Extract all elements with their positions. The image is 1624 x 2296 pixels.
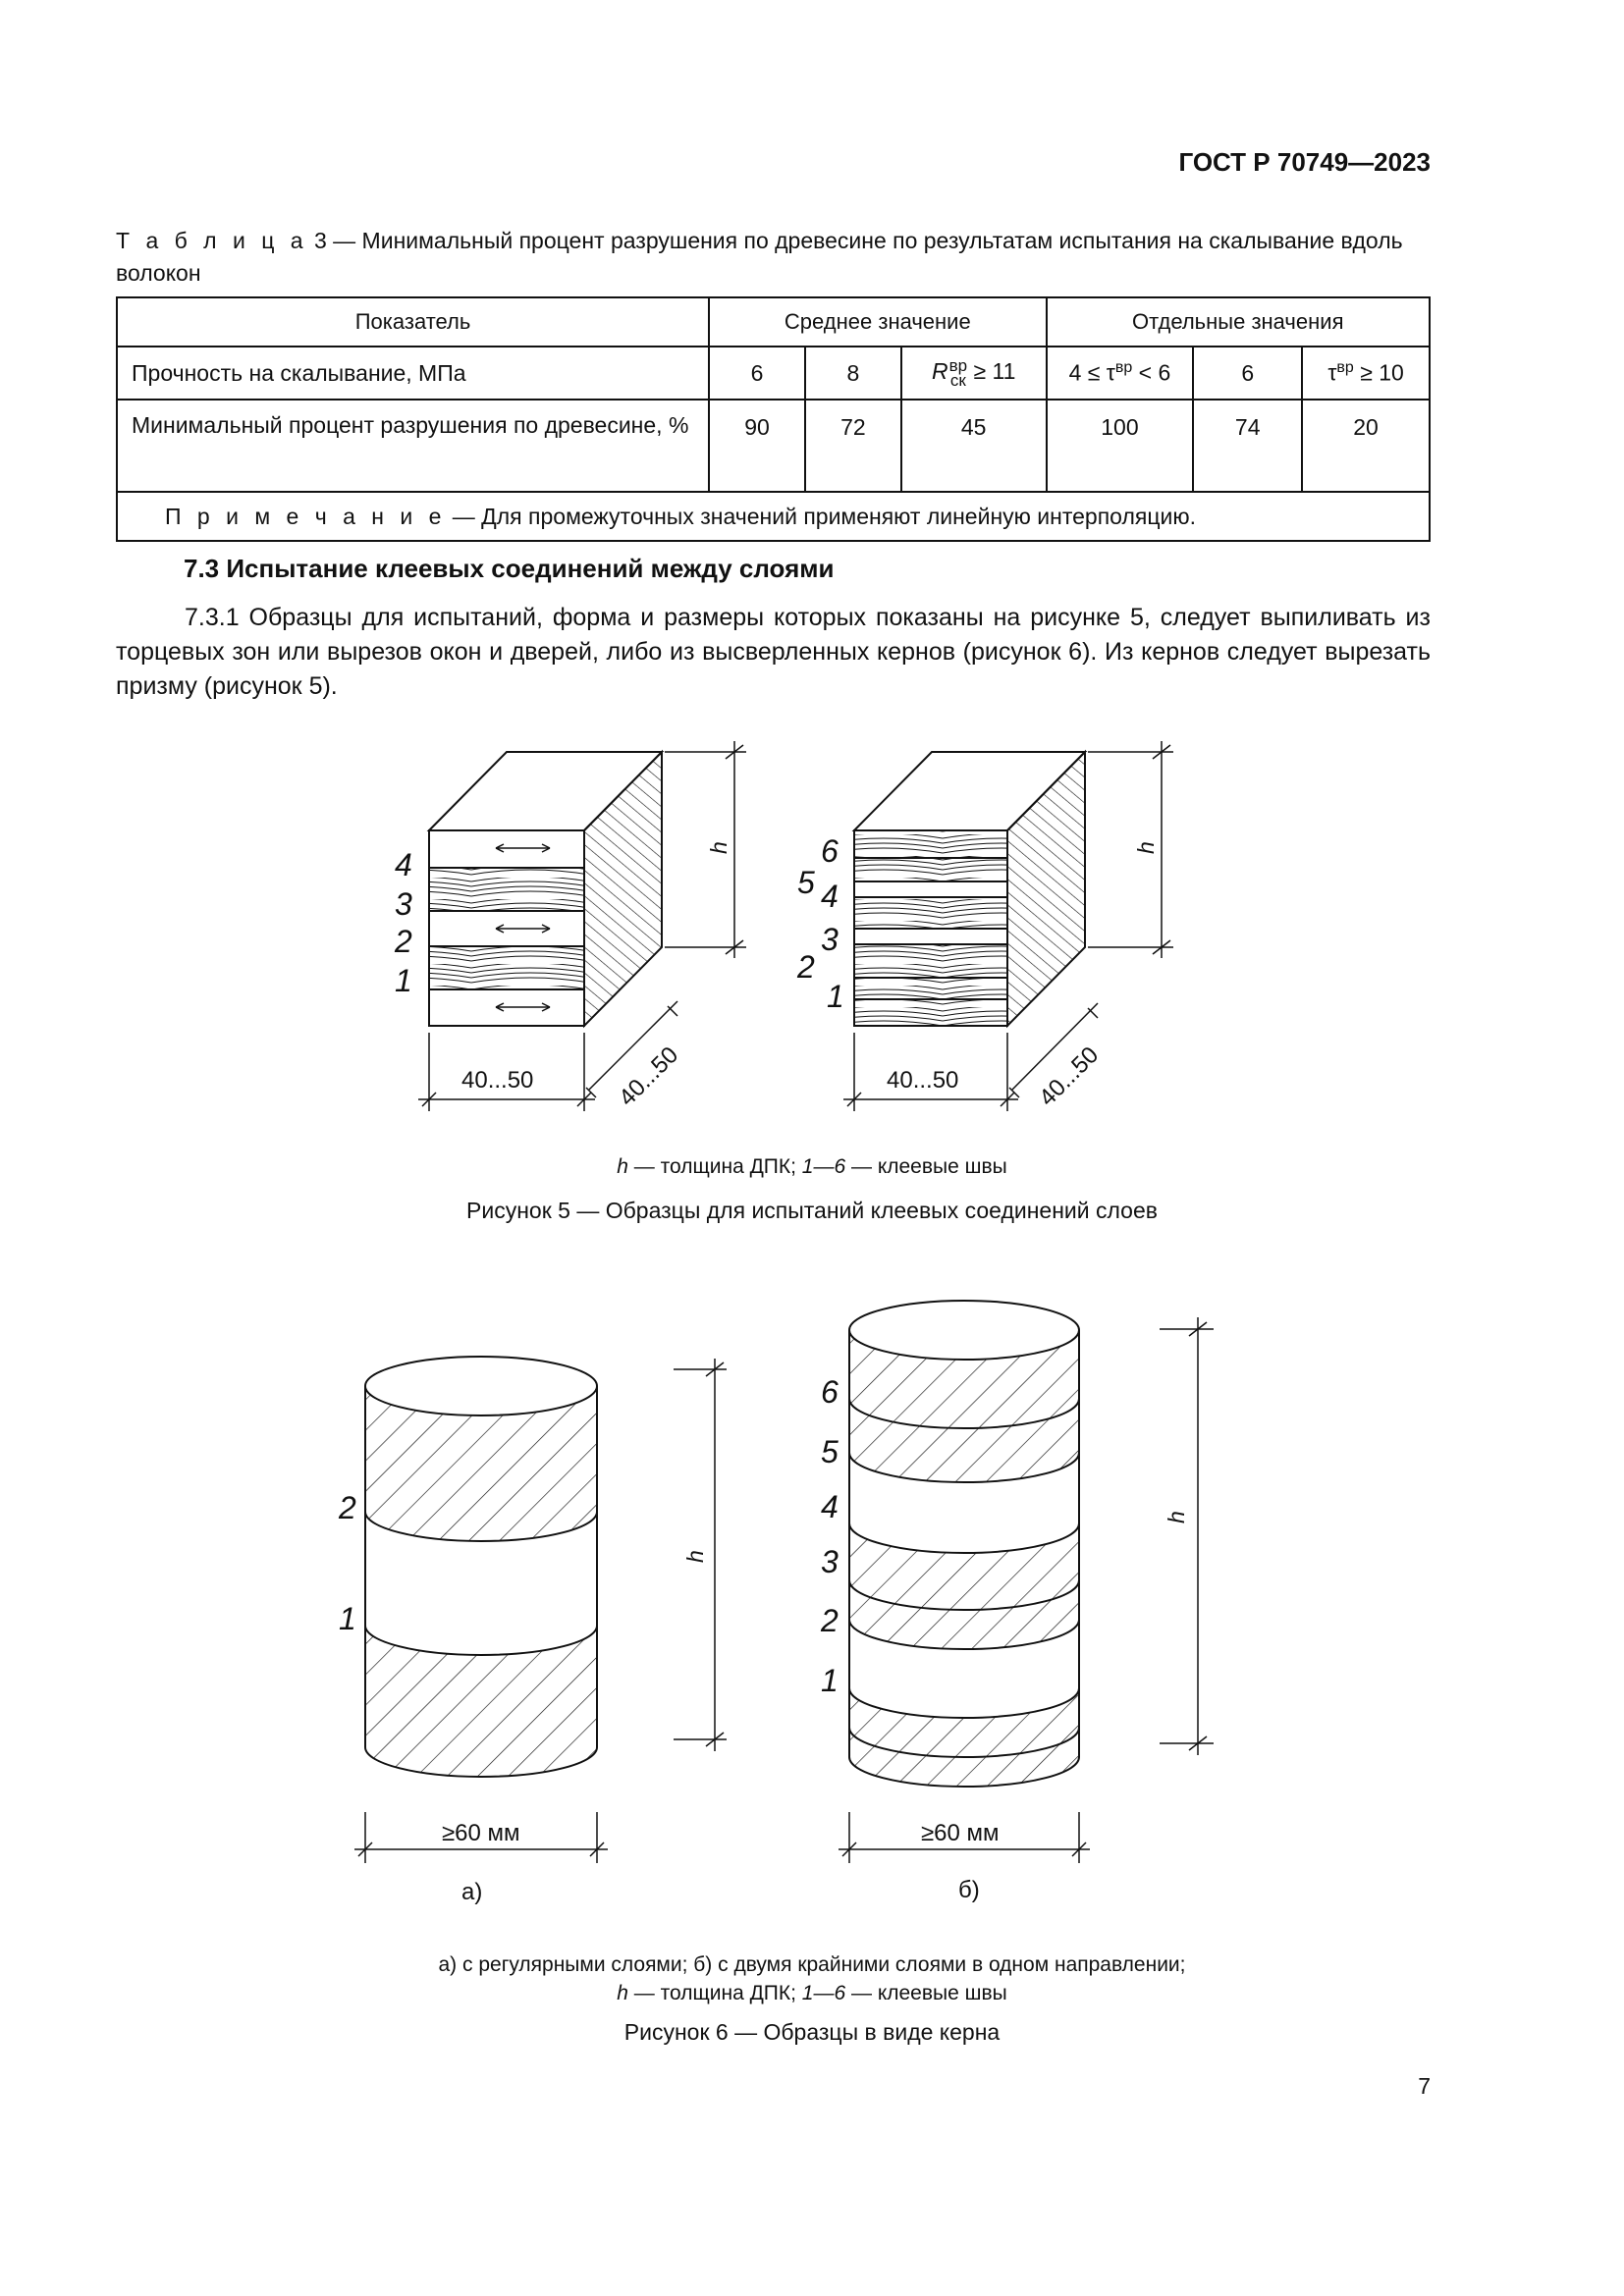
cell-value: 90 [709,400,805,492]
seam-label: 2 [797,949,815,985]
cell-value: 8 [805,347,901,400]
table-caption [116,225,1432,290]
header-individual: Отдельные значения [1047,297,1430,347]
seam-label: 5 [797,865,815,900]
block-right [854,752,1085,1026]
width-dim-label: 40...50 [461,1067,534,1094]
seam-label: 5 [821,1434,839,1469]
cell-value: 6 [709,347,805,400]
table-note-row [117,492,1430,541]
depth-dim-label: 40...50 [614,1041,684,1112]
core-b-labels [820,1374,839,1698]
table-row [117,400,1430,492]
seam-label: 3 [395,886,412,922]
cell-value: 45 [901,400,1047,492]
diameter-dim-label: ≥60 мм [442,1820,520,1846]
section-paragraph: 7.3.1 Образцы для испытаний, форма и размеры которых показаны на рисунке 5, следует выпиливать из торцевых зон или вырезов окон и дверей, либо из высверленных кернов (рисунок 6). Из кернов следует вырезать призму (рисунок 5). [116,604,1431,700]
height-label: h [1133,841,1159,854]
table-caption-text: 3 — Минимальный процент разрушения по древесине по результатам испытания на скалывание вдоль волокон [116,228,1403,286]
document-code: ГОСТ Р 70749—2023 [1178,147,1431,177]
figure-6-legend-line1: а) с регулярными слоями; б) с двумя крайними слоями в одном направлении; [438,1953,1186,1976]
table-caption-prefix: Т а б л и ц а [116,228,308,253]
width-dim-label: 40...50 [887,1067,959,1094]
figure-5-drawing [0,726,1624,1139]
core-b [849,1301,1079,1787]
page-number: 7 [1418,2073,1431,2099]
table-header-row [117,297,1430,347]
table-note: П р и м е ч а н и е — Для промежуточных значений применяют линейную интерполяцию. [117,492,1430,541]
diameter-dim-label: ≥60 мм [921,1820,1000,1846]
seam-label: 6 [821,1374,839,1410]
figure-5-legend: h — толщина ДПК; 1—6 — клеевые швы [617,1155,1007,1178]
height-label: h [682,1550,708,1563]
header-indicator: Показатель [117,297,709,347]
block-left [429,752,662,1026]
cell-value: 20 [1302,400,1430,492]
cell-value: 6 [1193,347,1302,400]
table-row [117,347,1430,400]
seam-label: 4 [395,847,412,882]
depth-dim-label: 40...50 [1034,1041,1105,1112]
seam-label: 3 [821,1544,839,1579]
cell-value: 72 [805,400,901,492]
height-label: h [706,841,731,854]
subfigure-a-label: а) [461,1879,483,1905]
seam-label: 1 [827,979,844,1014]
seam-label: 6 [821,833,839,869]
seam-label: 4 [821,1489,839,1524]
cell-formula-r: R вр ск ≥ 11 [901,347,1047,400]
figure-6-caption: Рисунок 6 — Образцы в виде керна [623,2019,1001,2045]
seam-label: 3 [821,922,839,957]
core-a [365,1357,597,1777]
block-left-labels [394,847,412,998]
cell-formula-range: $4 \le \tau^{вр} < 6$ [1047,347,1194,400]
seam-label: 2 [395,924,412,959]
seam-label: 1 [821,1663,839,1698]
seam-label: 2 [339,1490,356,1525]
cell-value: 100 [1047,400,1194,492]
block-right-labels [796,833,844,1014]
figure-5-caption: Рисунок 5 — Образцы для испытаний клеевых соединений слоев [466,1198,1158,1223]
figure-6-legend [0,1950,1624,2007]
height-label: h [1164,1511,1189,1523]
cell-value: 74 [1193,400,1302,492]
figure-6-legend-line2: h — толщина ДПК; 1—6 — клеевые швы [617,1982,1007,2004]
figure-6-drawing [0,1276,1624,1924]
cell-formula-tau: $\tau^{вр} \ge 10$ [1302,347,1430,400]
seam-label: 2 [821,1603,839,1638]
row-label: Прочность на скалывание, МПа [117,347,709,400]
seam-label: 1 [339,1601,356,1636]
core-a-labels [338,1490,356,1636]
seam-label: 1 [395,963,412,998]
row-label: Минимальный процент разрушения по древесине, % [117,400,709,492]
header-average: Среднее значение [709,297,1046,347]
section-title: 7.3 Испытание клеевых соединений между слоями [184,554,835,583]
seam-label: 4 [821,879,839,914]
subfigure-b-label: б) [958,1877,980,1903]
table-3 [116,296,1431,542]
